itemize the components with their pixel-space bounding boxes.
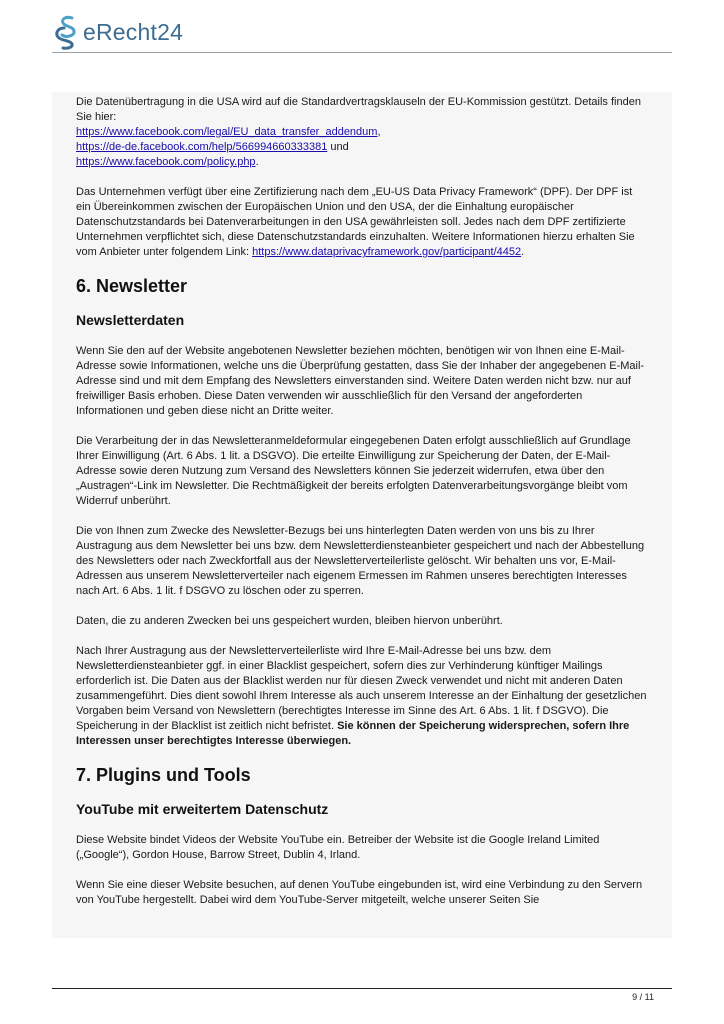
heading-newsletter: 6. Newsletter: [76, 276, 188, 296]
heading-plugins: 7. Plugins und Tools: [76, 765, 251, 785]
paragraph-newsletter-1: Wenn Sie den auf der Website angebotenen Newsletter beziehen möchten, benötigen wir von Ihnen eine E-Mail-Adresse sowie Informationen, welche uns die Überprüfung gestatten, dass Sie der Inhaber der angegebenen E-Mail-Adresse sind und mit dem Empfang des Newsletters einverstanden sind. Weitere Daten werden nicht bzw. nur auf freiwilliger Basis erhoben. Diese Daten verwenden wir ausschließlich für den Versand der angeforderten Informationen und geben diese nicht an Dritte weiter.: [76, 345, 645, 417]
brand-name: eRecht24: [83, 18, 184, 45]
footer-divider: [52, 988, 672, 989]
paragraph-data-transfer: Die Datenübertragung in die USA wird auf die Standardvertragsklauseln der EU-Kommission gestützt. Details finden Sie hier: https://www.facebook.com/legal/EU_data_transfer_addendum, https://de-de.facebook.com/help/566994660333381 und https://www.facebook.com/policy.php.: [76, 96, 641, 168]
content-panel: [52, 92, 672, 938]
objection-notice: Sie können der Speicherung widersprechen, sofern Ihre Interessen unser berechtigtes Interesse überwiegen.: [76, 720, 630, 747]
paragraph-newsletter-2: Die Verarbeitung der in das Newsletteranmeldeformular eingegebenen Daten erfolgt ausschließlich auf Grundlage Ihrer Einwilligung (Art. 6 Abs. 1 lit. a DSGVO). Die erteilte Einwilligung zur Speicherung der Daten, der E-Mail-Adresse sowie deren Nutzung zum Versand des Newsletters können Sie jederzeit widerrufen, etwa über den „Austragen“-Link im Newsletter. Die Rechtmäßigkeit der bereits erfolgten Datenverarbeitungsvorgänge bleibt vom Widerruf unberührt.: [76, 435, 631, 507]
facebook-policy-link[interactable]: https://www.facebook.com/policy.php: [76, 156, 256, 168]
paragraph-youtube-1: Diese Website bindet Videos der Website YouTube ein. Betreiber der Website ist die Google Ireland Limited („Google“), Gordon House, Barrow Street, Dublin 4, Irland.: [76, 834, 600, 861]
paragraph-newsletter-4: Daten, die zu anderen Zwecken bei uns gespeichert wurden, bleiben hiervon unberührt.: [76, 615, 503, 627]
page-number: 9 / 11: [632, 992, 654, 1002]
paragraph-youtube-2: Wenn Sie eine dieser Website besuchen, auf denen YouTube eingebunden ist, wird eine Verbindung zu den Servern von YouTube hergestellt. Dabei wird dem YouTube-Server mitgeteilt, welche unserer Seiten Sie: [76, 879, 643, 906]
dpf-participant-link[interactable]: https://www.dataprivacyframework.gov/participant/4452: [252, 246, 522, 258]
page-header: [52, 14, 672, 54]
facebook-addendum-link[interactable]: https://www.facebook.com/legal/EU_data_transfer_addendum: [76, 126, 378, 138]
facebook-help-link[interactable]: https://de-de.facebook.com/help/566994660333381: [76, 141, 328, 153]
paragraph-newsletter-5: Nach Ihrer Austragung aus der Newsletterverteilerliste wird Ihre E-Mail-Adresse bei uns bzw. dem Newsletterdiensteanbieter ggf. in einer Blacklist gespeichert, sofern dies zur Verhinderung künftiger Mailings erforderlich ist. Die Daten aus der Blacklist werden nur für diesen Zweck verwendet und nicht mit anderen Daten zusammengeführt. Dies dient sowohl Ihrem Interesse als auch unserem Interesse an der Einhaltung der gesetzlichen Vorgaben beim Versand von Newslettern (berechtigtes Interesse im Sinne des Art. 6 Abs. 1 lit. f DSGVO). Die Speicherung in der Blacklist ist zeitlich nicht befristet. Sie können der Speicherung widersprechen, sofern Ihre Interessen unser berechtigtes Interesse überwiegen.: [76, 645, 647, 747]
erecht24-logo: [52, 14, 183, 50]
heading-newsletterdaten: Newsletterdaten: [76, 312, 185, 328]
header-divider: [52, 52, 672, 53]
paragraph-dpf: Das Unternehmen verfügt über eine Zertifizierung nach dem „EU-US Data Privacy Framework“ (DPF). Der DPF ist ein Übereinkommen zwischen der Europäischen Union und den USA, der die Einhaltung europäischer Datenschutzstandards bei Datenverarbeitungen in den USA gewährleisten soll. Jedes nach dem DPF zertifizierte Unternehmen verpflichtet sich, diese Datenschutzstandards einzuhalten. Weitere Informationen hierzu erhalten Sie vom Anbieter unter folgendem Link: https://www.dataprivacyframework.gov/participant/4452.: [76, 186, 635, 258]
paragraph-logo-icon: [52, 14, 82, 50]
paragraph-newsletter-3: Die von Ihnen zum Zwecke des Newsletter-Bezugs bei uns hinterlegten Daten werden von uns bis zu Ihrer Austragung aus dem Newsletter bei uns bzw. dem Newsletterdiensteanbieter gespeichert und nach der Abbestellung des Newsletters oder nach Zweckfortfall aus der Newsletterverteilerliste gelöscht. Wir behalten uns vor, E-Mail-Adressen aus unserem Newsletterverteiler nach eigenem Ermessen im Rahmen unseres berechtigten Interesses nach Art. 6 Abs. 1 lit. f DSGVO zu löschen oder zu sperren.: [76, 525, 645, 597]
heading-youtube: YouTube mit erweitertem Datenschutz: [76, 801, 329, 817]
